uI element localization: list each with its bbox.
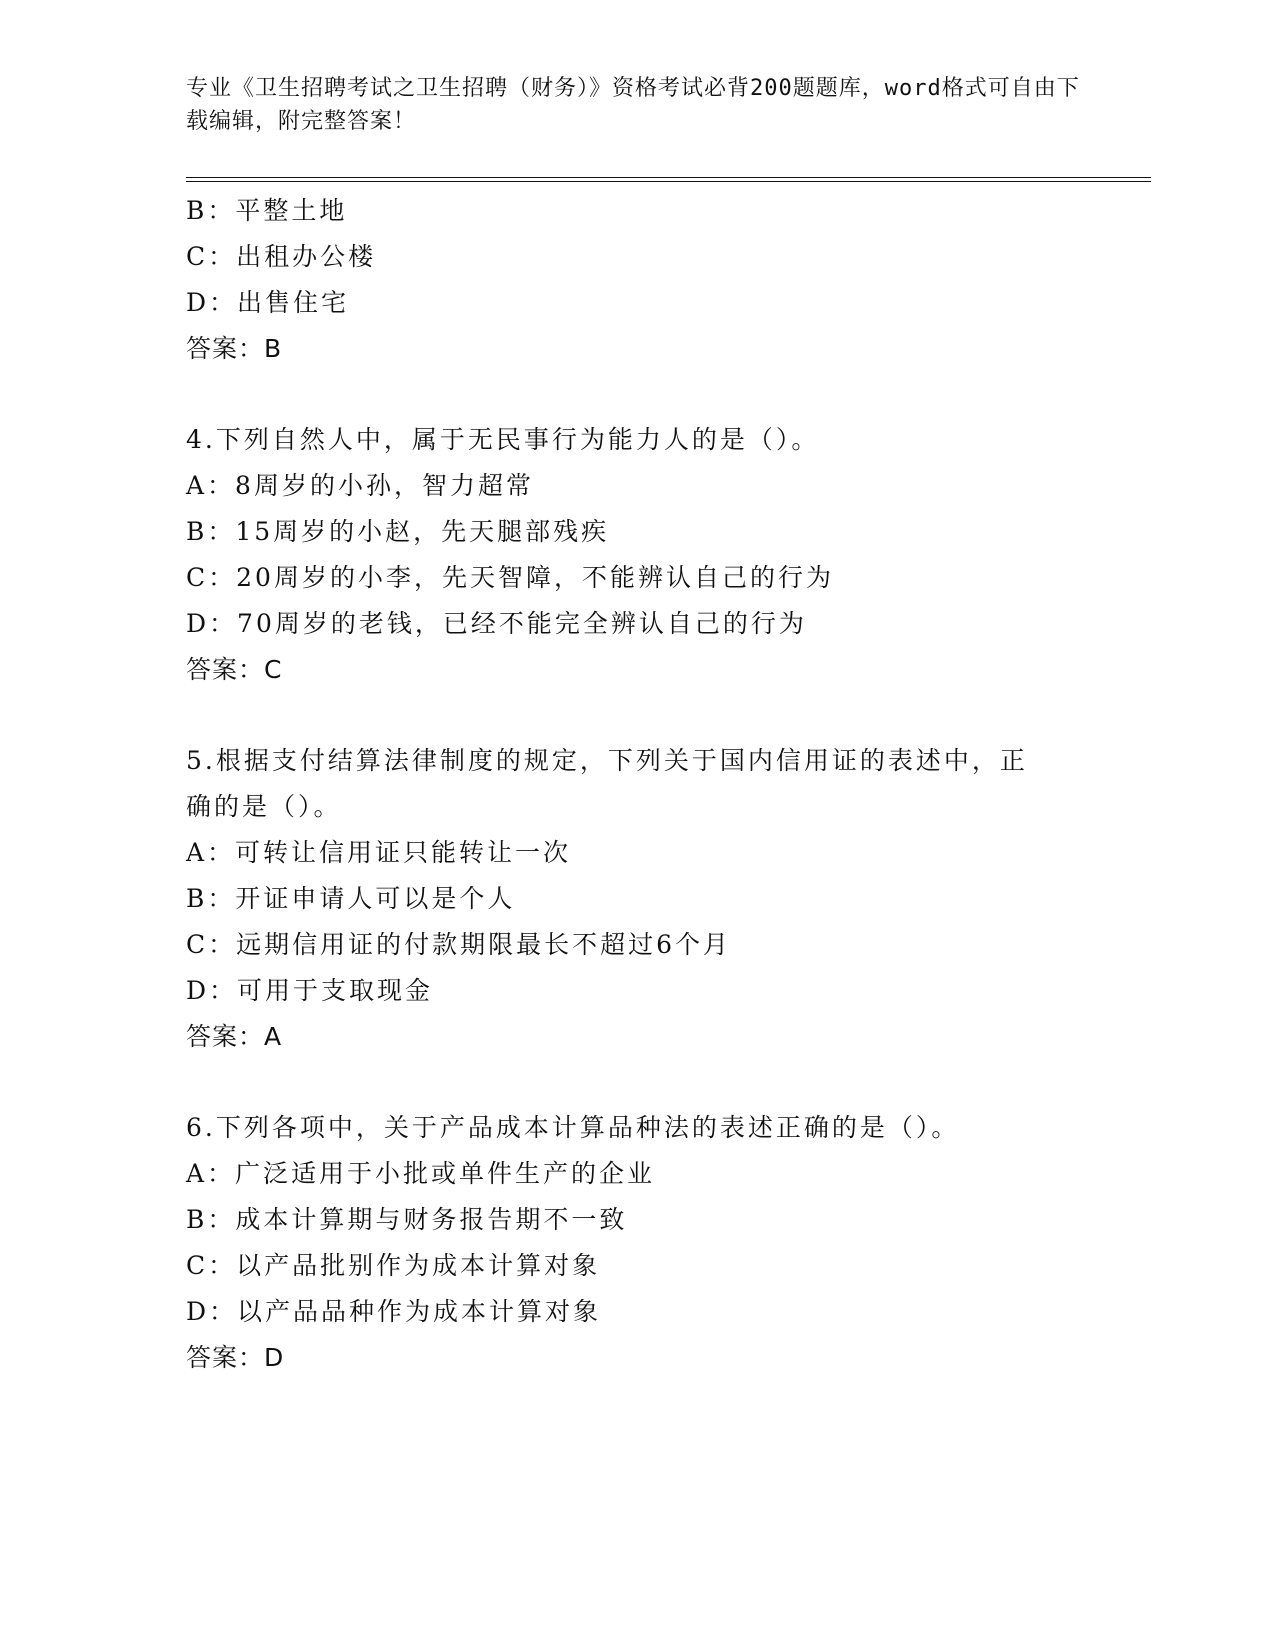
option-d: D：以产品品种作为成本计算对象: [186, 1297, 602, 1326]
header-rule-bottom: [186, 181, 1151, 182]
answer: 答案：D: [186, 1343, 285, 1372]
option-b: B：15周岁的小赵，先天腿部残疾: [186, 517, 610, 546]
question-text: 5.根据支付结算法律制度的规定，下列关于国内信用证的表述中，正确的是（）。: [186, 746, 1028, 821]
option-d: D：可用于支取现金: [186, 976, 434, 1005]
option-d: D：出售住宅: [186, 288, 350, 317]
question-4: [186, 417, 1136, 693]
option-c: C：以产品批别作为成本计算对象: [186, 1251, 601, 1280]
option-a: A：可转让信用证只能转让一次: [186, 838, 572, 867]
partial-question-3: [186, 188, 1136, 372]
option-c: C：出租办公楼: [186, 242, 377, 271]
option-d: D：70周岁的老钱，已经不能完全辨认自己的行为: [186, 609, 807, 638]
option-b: B：平整土地: [186, 196, 348, 225]
question-text: 4.下列自然人中，属于无民事行为能力人的是（）。: [186, 425, 820, 454]
header-rule-top: [186, 177, 1151, 178]
document-header: 专业《卫生招聘考试之卫生招聘（财务）》资格考试必背200题题库，word格式可自由下载编辑，附完整答案！: [186, 76, 1080, 134]
spacer: [186, 1060, 1136, 1105]
spacer: [186, 372, 1136, 417]
answer: 答案：B: [186, 334, 283, 363]
option-a: A：8周岁的小孙，智力超常: [186, 471, 534, 500]
option-a: A：广泛适用于小批或单件生产的企业: [186, 1159, 656, 1188]
question-6: [186, 1105, 1136, 1381]
answer: 答案：A: [186, 1022, 283, 1051]
question-text: 6.下列各项中，关于产品成本计算品种法的表述正确的是（）。: [186, 1113, 960, 1142]
option-c: C：20周岁的小李，先天智障，不能辨认自己的行为: [186, 563, 834, 592]
spacer: [186, 693, 1136, 738]
question-5: [186, 738, 1136, 1060]
option-b: B：开证申请人可以是个人: [186, 884, 516, 913]
option-b: B：成本计算期与财务报告期不一致: [186, 1205, 628, 1234]
answer: 答案：C: [186, 655, 283, 684]
question-list: [186, 188, 1136, 1381]
option-c: C：远期信用证的付款期限最长不超过6个月: [186, 930, 732, 959]
